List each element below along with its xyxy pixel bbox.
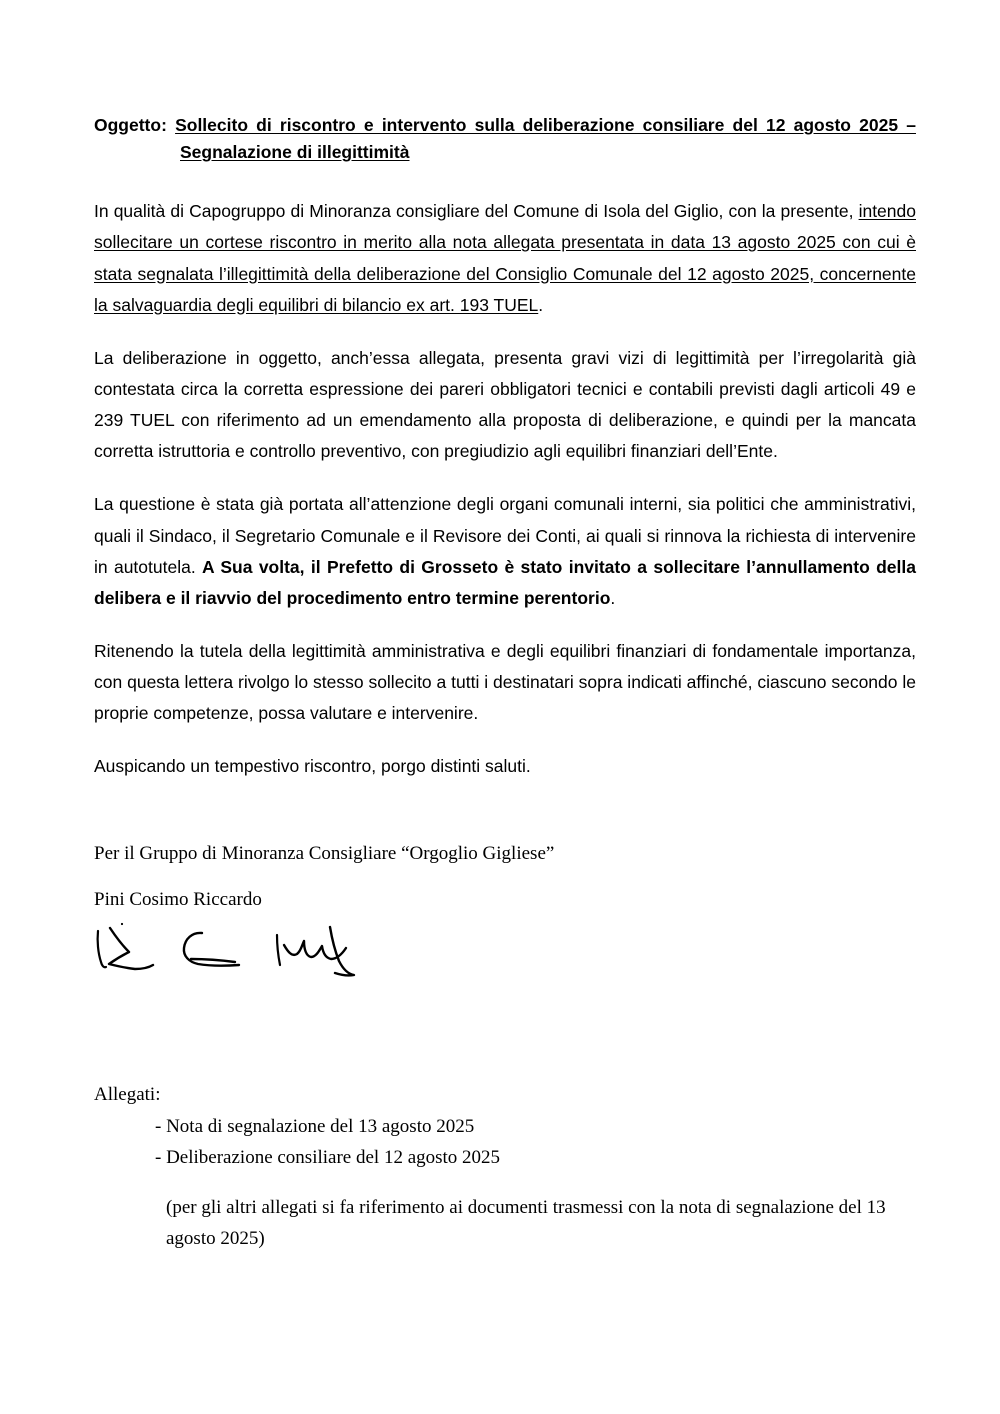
paragraph-3-bold: A Sua volta, il Prefetto di Grosseto è stato invitato a sollecitare l’annullamento della delibera e il riavvio del procedimento entro termine perentorio — [94, 556, 916, 608]
attachments-title: Allegati: — [94, 1083, 161, 1105]
subject-label: Oggetto: — [94, 115, 167, 135]
paragraph-1-underlined: intendo sollecitare un cortese riscontro in merito alla nota allegata presentata in data 13 agosto 2025 con cui è stata segnalata l’illegittimità della deliberazione del Consiglio Comunale del 12 agosto 2025, concernente la salvaguardia degli equilibri di bilancio ex art. 193 TUEL — [94, 201, 916, 315]
paragraph-5: Auspicando un tempestivo riscontro, porgo distinti saluti. — [94, 756, 531, 777]
subject-heading — [94, 112, 916, 166]
paragraph-3-suffix: . — [610, 587, 616, 608]
signature-name: Pini Cosimo Riccardo — [94, 888, 262, 910]
paragraph-3-prefix: La questione è stata già portata all’attenzione degli organi comunali interni, sia politici che amministrativi, quali il Sindaco, il Segretario Comunale e il Revisore dei Conti, ai quali si rinnova la richiesta di intervenire in autotutela. — [94, 494, 916, 577]
attachment-item: - Deliberazione consiliare del 12 agosto 2025 — [155, 1147, 501, 1169]
attachments-section — [94, 1080, 916, 1255]
paragraph-3 — [94, 489, 916, 614]
attachments-note: (per gli altri allegati si fa riferimento ai documenti trasmessi con la nota di segnalazione del 13 agosto 2025) — [166, 1196, 886, 1249]
paragraph-1-suffix: . — [538, 294, 544, 315]
subject-space — [167, 115, 175, 135]
document-content — [94, 112, 916, 1274]
signature-group-line: Per il Gruppo di Minoranza Consigliare “Orgoglio Gigliese” — [94, 842, 555, 864]
signature-block — [94, 839, 916, 994]
paragraph-1 — [94, 196, 916, 321]
attachments-list — [94, 1112, 916, 1174]
handwritten-signature-icon — [92, 921, 392, 983]
subject-value: Sollecito di riscontro e intervento sulla deliberazione consiliare del 12 agosto 2025 – Segnalazione di illegittimità — [175, 115, 916, 163]
attachment-item: - Nota di segnalazione del 13 agosto 2025 — [155, 1116, 475, 1138]
paragraph-2: La deliberazione in oggetto, anch’essa allegata, presenta gravi vizi di legittimità per l’irregolarità già contestata circa la corretta espressione dei pareri obbligatori tecnici e contabili previsti dagli articoli 49 e 239 TUEL con riferimento ad un emendamento alla proposta di deliberazione, e quindi per la mancata corretta istruttoria e controllo preventivo, con pregiudizio agli equilibri finanziari dell’Ente. — [94, 347, 916, 462]
paragraph-4: Ritenendo la tutela della legittimità amministrativa e degli equilibri finanziari di fondamentale importanza, con questa lettera rivolgo lo stesso sollecito a tutti i destinatari sopra indicati affinché, ciascuno secondo le proprie competenze, possa valutare e intervenire. — [94, 640, 916, 724]
paragraph-1-prefix: In qualità di Capogruppo di Minoranza consigliare del Comune di Isola del Giglio, con la presente, — [94, 201, 859, 222]
